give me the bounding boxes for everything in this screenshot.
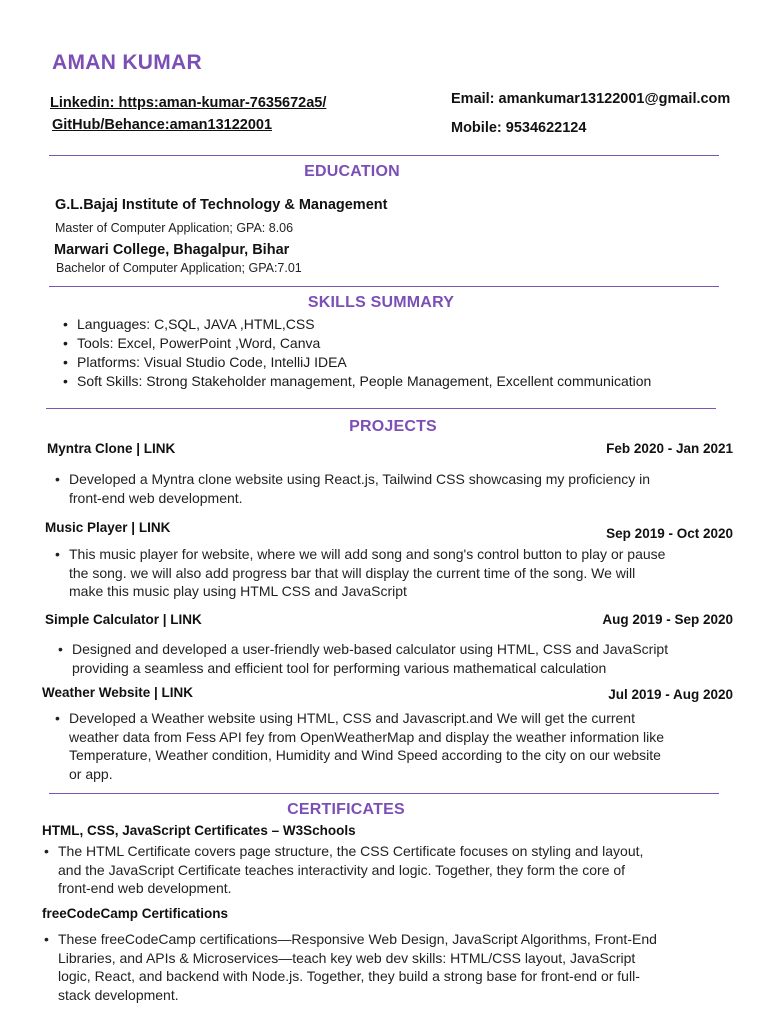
candidate-name: AMAN KUMAR — [52, 51, 202, 74]
certificates-heading: CERTIFICATES — [287, 801, 405, 818]
linkedin-link[interactable]: Linkedin: https:aman-kumar-7635672a5/ — [50, 95, 327, 111]
project-date: Sep 2019 - Oct 2020 — [606, 526, 733, 541]
project-description: • Developed a Weather website using HTML, CSS and Javascript.and We will get the current weather data from Fess API fey from OpenWeatherMap and display the weather information like Temperature, Weather condition, Humidity and Wind Speed according to the city on our website or app. — [55, 710, 665, 782]
project-description: • This music player for website, where we will add song and song's control button to play or pause the song. we will also add progress bar that will display the current time of the song. We will make this music play using HTML CSS and JavaScript — [55, 546, 666, 599]
project-title[interactable]: Weather Website | LINK — [42, 685, 194, 700]
divider — [49, 155, 719, 156]
divider — [46, 408, 716, 409]
project-date: Aug 2019 - Sep 2020 — [602, 612, 733, 627]
projects-heading: PROJECTS — [349, 418, 437, 435]
email-text: Email: amankumar13122001@gmail.com — [451, 91, 731, 107]
github-link[interactable]: GitHub/Behance:aman13122001 — [52, 117, 273, 133]
project-title[interactable]: Myntra Clone | LINK — [47, 441, 176, 456]
skill-item: • Tools: Excel, PowerPoint ,Word, Canva — [77, 335, 320, 351]
project-date: Feb 2020 - Jan 2021 — [606, 441, 733, 456]
project-description: • Developed a Myntra clone website using React.js, Tailwind CSS showcasing my proficiency in front-end web development. — [55, 471, 651, 506]
divider — [49, 286, 719, 287]
education-degree: Bachelor of Computer Application; GPA:7.01 — [56, 261, 302, 275]
certificate-description: • These freeCodeCamp certifications—Responsive Web Design, JavaScript Algorithms, Front-End Libraries, and APIs & Microservices—teach key web dev skills: HTML/CSS layout, JavaScript logic, React, and backend with Node.js. Together, they build a strong base for front-end or full- stack development. — [44, 931, 657, 1003]
education-degree: Master of Computer Application; GPA: 8.06 — [55, 221, 294, 235]
education-institution: G.L.Bajaj Institute of Technology & Management — [55, 197, 388, 213]
certificate-description: • The HTML Certificate covers page structure, the CSS Certificate focuses on styling and layout, and the JavaScript Certificate teaches interactivity and logic. Together, they form the core of front-end web development. — [44, 843, 644, 896]
education-heading: EDUCATION — [304, 163, 400, 180]
project-title[interactable]: Music Player | LINK — [45, 520, 171, 535]
mobile-text: Mobile: 9534622124 — [451, 120, 587, 136]
divider — [49, 793, 719, 794]
skill-item: • Languages: C,SQL, JAVA ,HTML,CSS — [77, 316, 315, 332]
skill-item: • Platforms: Visual Studio Code, IntelliJ IDEA — [77, 354, 347, 370]
project-description: • Designed and developed a user-friendly web-based calculator using HTML, CSS and JavaScript providing a seamless and efficient tool for performing various mathematical calculation — [58, 641, 669, 676]
certificate-title: freeCodeCamp Certifications — [42, 906, 229, 921]
project-title[interactable]: Simple Calculator | LINK — [45, 612, 202, 627]
skills-heading: SKILLS SUMMARY — [307, 294, 455, 311]
project-date: Jul 2019 - Aug 2020 — [608, 687, 733, 702]
education-institution: Marwari College, Bhagalpur, Bihar — [54, 242, 290, 258]
skill-item: • Soft Skills: Strong Stakeholder management, People Management, Excellent communication — [77, 373, 651, 389]
certificate-title: HTML, CSS, JavaScript Certificates – W3Schools — [42, 823, 356, 838]
